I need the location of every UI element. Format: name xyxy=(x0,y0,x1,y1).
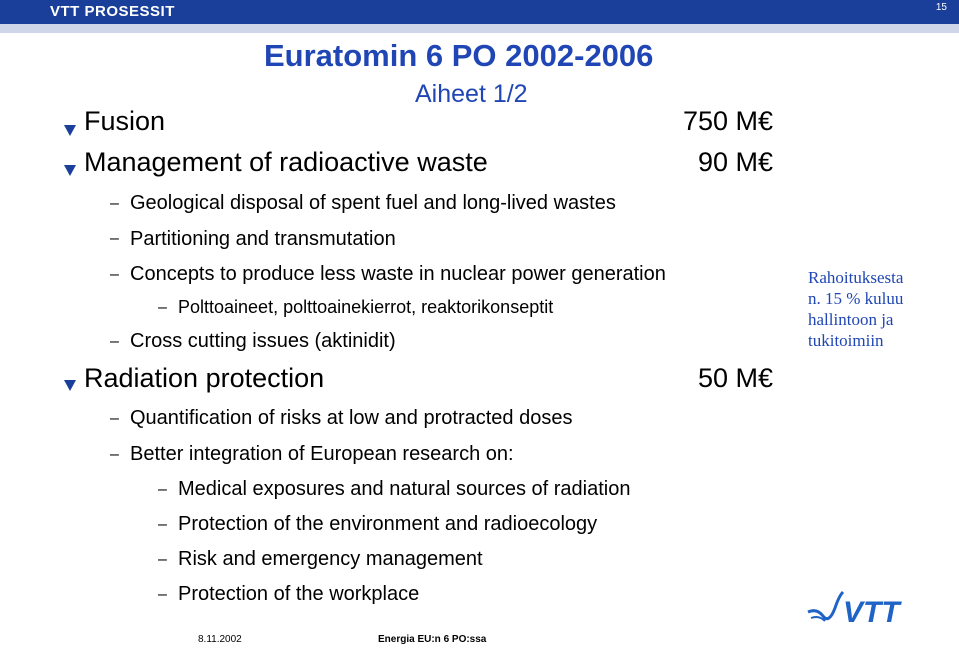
radiation-subitem: Protection of the workplace xyxy=(178,583,420,605)
dash-icon: – xyxy=(158,481,167,498)
dash-icon: – xyxy=(158,516,167,533)
funding-note xyxy=(808,267,953,351)
slide-subtitle: Aiheet 1/2 xyxy=(415,80,528,108)
dash-icon: – xyxy=(158,551,167,568)
footer-title: Energia EU:n 6 PO:ssa xyxy=(378,634,487,645)
header-bar xyxy=(0,0,959,33)
vtt-logo xyxy=(805,588,915,635)
topic-waste: Management of radioactive waste xyxy=(84,147,488,177)
radiation-subitem: Risk and emergency management xyxy=(178,548,483,570)
bullet-triangle-icon xyxy=(64,165,76,176)
topic-radiation: Radiation protection xyxy=(84,363,325,393)
dash-icon: – xyxy=(158,586,167,603)
dash-icon: – xyxy=(110,410,119,427)
waste-item: Partitioning and transmutation xyxy=(130,228,396,250)
note-line: tukitoimiin xyxy=(808,331,884,350)
waste-item: Cross cutting issues (aktinidit) xyxy=(130,330,396,352)
logo-text: VTT xyxy=(843,596,900,629)
waste-subitem: Polttoaineet, polttoainekierrot, reaktorikonseptit xyxy=(178,297,554,317)
vtt-logo-icon xyxy=(805,588,915,630)
radiation-item: Better integration of European research on: xyxy=(130,443,514,465)
waste-item: Geological disposal of spent fuel and long-lived wastes xyxy=(130,192,616,214)
bullet-triangle-icon xyxy=(64,380,76,391)
radiation-subitem: Protection of the environment and radioecology xyxy=(178,513,598,535)
amount-waste: 90 M€ xyxy=(698,147,774,177)
note-line: n. 15 % kuluu xyxy=(808,289,904,308)
footer-date: 8.11.2002 xyxy=(198,634,242,645)
dash-icon: – xyxy=(110,195,119,212)
amount-fusion: 750 M€ xyxy=(683,106,774,136)
dash-icon: – xyxy=(110,333,119,350)
page-number: 15 xyxy=(935,2,947,13)
dash-icon: – xyxy=(110,266,119,283)
waste-item: Concepts to produce less waste in nuclear power generation xyxy=(130,263,666,285)
brand-label: VTT PROSESSIT xyxy=(50,3,175,20)
note-line: Rahoituksesta xyxy=(808,268,904,287)
slide-title: Euratomin 6 PO 2002-2006 xyxy=(264,38,654,73)
dash-icon: – xyxy=(158,299,167,316)
radiation-item: Quantification of risks at low and protracted doses xyxy=(130,407,573,429)
dash-icon: – xyxy=(110,230,119,247)
radiation-subitem: Medical exposures and natural sources of radiation xyxy=(178,478,631,500)
amount-radiation: 50 M€ xyxy=(698,363,774,393)
topic-fusion: Fusion xyxy=(84,106,166,136)
dash-icon: – xyxy=(110,446,119,463)
note-line: hallintoon ja xyxy=(808,310,894,329)
bullet-triangle-icon xyxy=(64,125,76,136)
